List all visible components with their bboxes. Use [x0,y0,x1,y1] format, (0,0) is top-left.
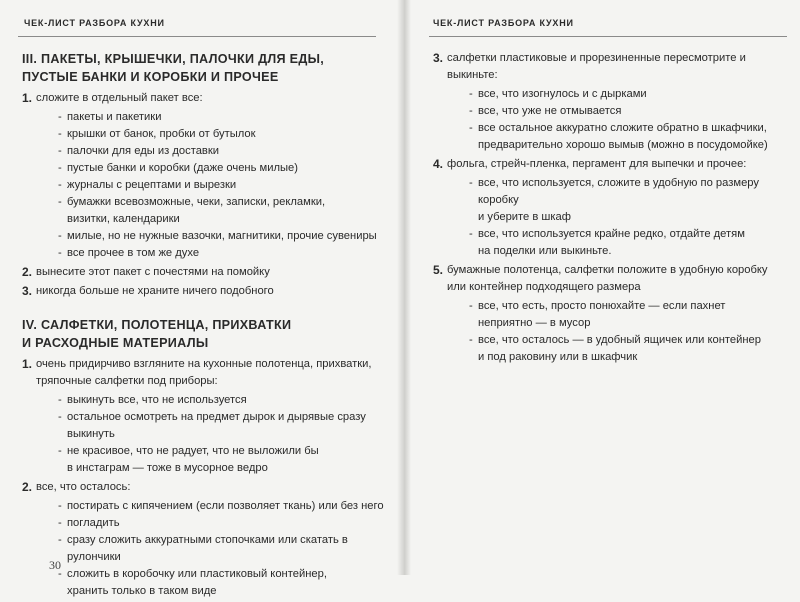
sub-item [469,175,797,226]
item-text: фольга, стрейч-пленка, пергамент для выпечки и прочее: [447,158,747,170]
dash-marker: - [469,334,473,346]
list-item [22,264,394,281]
sub-item [469,86,797,103]
sub-item-text: крышки от банок, пробки от бутылок [67,128,256,140]
sub-item-text: выкинуть все, что не используется [67,394,247,406]
sub-item-text: на поделки или выкиньте. [478,245,612,257]
sub-item [58,228,394,245]
section-title-line: ПУСТЫЕ БАНКИ И КОРОБКИ И ПРОЧЕЕ [22,70,279,84]
list-item [433,50,797,84]
sub-item [58,109,394,126]
sub-item-text: не красивое, что не радует, что не выложили бы [67,445,319,457]
sub-list [58,498,394,600]
sub-item [469,332,797,366]
sub-item-text: все прочее в том же духе [67,247,200,259]
dash-marker: - [58,568,62,580]
sub-item-text: пустые банки и коробки (даже очень милые) [67,162,299,174]
sub-item [58,566,394,600]
list-item [22,90,394,107]
sub-item [58,409,394,443]
sub-list [469,86,797,154]
dash-marker: - [469,228,473,240]
sub-list [469,298,797,366]
sub-item [58,177,394,194]
right-running-head: ЧЕК-ЛИСТ РАЗБОРА КУХНИ [433,18,574,28]
sub-item-text: в инстаграм — тоже в мусорное ведро [67,462,268,474]
list-item [433,156,797,173]
item-number: 2. [22,265,33,279]
dash-marker: - [58,247,62,259]
sub-list [58,392,394,477]
item-number: 3. [22,284,33,298]
sub-list [58,109,394,262]
sub-item-text: все, что осталось — в удобный ящичек или контейнер [478,334,761,346]
sub-item-text: сразу сложить аккуратными стопочками или скатать в рулончики [67,534,348,563]
right-header-rule [429,36,787,37]
item-text: тряпочные салфетки под приборы: [36,375,218,387]
sub-item-text: хранить только в таком виде [67,585,217,597]
sub-item [58,245,394,262]
sub-item-text: погладить [67,517,120,529]
sub-item [58,498,394,515]
sub-item-text: все, что используется крайне редко, отдайте детям [478,228,745,240]
item-number: 2. [22,480,33,494]
dash-marker: - [58,394,62,406]
list-item [22,356,394,390]
section-title-line: IV. САЛФЕТКИ, ПОЛОТЕНЦА, ПРИХВАТКИ [22,318,292,332]
item-text: вынесите этот пакет с почестями на помойку [36,266,270,278]
section-title [22,316,394,352]
sub-item [469,298,797,332]
left-running-head: ЧЕК-ЛИСТ РАЗБОРА КУХНИ [24,18,165,28]
left-header-rule [18,36,376,37]
dash-marker: - [469,300,473,312]
section-title [22,50,394,86]
sub-item [58,194,394,228]
list-item [22,479,394,496]
list-item [22,283,394,300]
item-text: или контейнер подходящего размера [447,281,641,293]
sub-item [58,392,394,409]
dash-marker: - [58,230,62,242]
sub-item-text: палочки для еды из доставки [67,145,220,157]
sub-item-text: постирать с кипячением (если позволяет ткань) или без него [67,500,384,512]
sub-item [58,515,394,532]
dash-marker: - [58,128,62,140]
sub-item-text: сложить в коробочку или пластиковый контейнер, [67,568,327,580]
dash-marker: - [58,411,62,423]
section-title-line: И РАСХОДНЫЕ МАТЕРИАЛЫ [22,336,209,350]
section-gap [22,302,394,316]
dash-marker: - [58,145,62,157]
dash-marker: - [58,162,62,174]
dash-marker: - [58,196,62,208]
sub-item [58,126,394,143]
sub-item [469,103,797,120]
dash-marker: - [58,111,62,123]
item-text: бумажные полотенца, салфетки положите в удобную коробку [447,264,768,276]
item-text: сложите в отдельный пакет все: [36,92,203,104]
item-number: 1. [22,91,33,105]
dash-marker: - [58,179,62,191]
sub-item-text: пакеты и пакетики [67,111,162,123]
sub-item [469,120,797,154]
left-page-content [22,50,394,602]
right-page-content [433,50,797,368]
sub-item [469,226,797,260]
item-text: очень придирчиво взгляните на кухонные полотенца, прихватки, [36,358,372,370]
sub-item [58,443,394,477]
sub-item [58,143,394,160]
sub-item-text: все, что изогнулось и с дырками [478,88,647,100]
sub-item-text: бумажки всевозможные, чеки, записки, рекламки, [67,196,326,208]
dash-marker: - [469,105,473,117]
sub-item-text: и под раковину или в шкафчик [478,351,638,363]
item-text: салфетки пластиковые и прорезиненные пересмотрите и выкиньте: [447,52,746,81]
sub-item-text: все остальное аккуратно сложите обратно в шкафчики, [478,122,767,134]
sub-item-text: и уберите в шкаф [478,211,571,223]
item-text: никогда больше не храните ничего подобного [36,285,274,297]
dash-marker: - [58,517,62,529]
sub-item-text: все, что есть, просто понюхайте — если пахнет [478,300,726,312]
dash-marker: - [58,445,62,457]
sub-item-text: все, что уже не отмывается [478,105,622,117]
list-item [433,262,797,296]
dash-marker: - [58,534,62,546]
item-number: 1. [22,357,33,371]
dash-marker: - [469,88,473,100]
item-number: 5. [433,263,444,277]
sub-item-text: журналы с рецептами и вырезки [67,179,237,191]
item-number: 4. [433,157,444,171]
dash-marker: - [469,122,473,134]
page-number: 30 [49,558,61,572]
item-number: 3. [433,51,444,65]
sub-item-text: все, что используется, сложите в удобную по размеру коробку [478,177,759,206]
sub-item-text: неприятно — в мусор [478,317,591,329]
sub-item-text: предварительно хорошо вымыв (можно в посудомойке) [478,139,768,151]
sub-item-text: милые, но не нужные вазочки, магнитики, прочие сувениры [67,230,377,242]
dash-marker: - [469,177,473,189]
item-text: все, что осталось: [36,481,131,493]
sub-item [58,532,394,566]
sub-item-text: визитки, календарики [67,213,180,225]
section-title-line: III. ПАКЕТЫ, КРЫШЕЧКИ, ПАЛОЧКИ ДЛЯ ЕДЫ, [22,52,325,66]
book-gutter [397,0,411,575]
dash-marker: - [58,500,62,512]
sub-item [58,160,394,177]
sub-item-text: остальное осмотреть на предмет дырок и дырявые сразу выкинуть [67,411,366,440]
sub-list [469,175,797,260]
